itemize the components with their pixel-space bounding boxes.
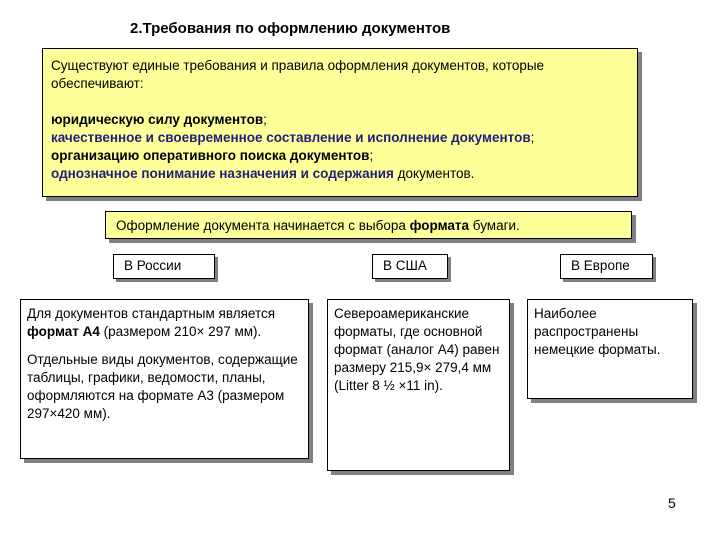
requirement-item (51, 111, 629, 129)
europe-label: В Европе (560, 254, 653, 279)
requirement-item (51, 165, 629, 183)
requirement-suffix: ; (530, 130, 535, 145)
requirement-item (51, 147, 629, 165)
page-title: 2.Требования по оформлению документов (130, 20, 451, 37)
russia-label: В России (113, 254, 215, 279)
russia-column (20, 299, 309, 459)
format-intro-suffix: бумаги. (469, 218, 520, 233)
requirements-list (51, 111, 629, 183)
requirement-item (51, 129, 629, 147)
russia-text-a3: Отдельные виды документов, содержащие таблицы, графики, ведомости, планы, оформляются на формате А3 (размером 297×420 мм). (27, 352, 298, 421)
requirement-suffix: ; (263, 112, 267, 127)
requirements-intro: Существуют единые требования и правила оформления документов, которые обеспечивают: (51, 58, 545, 91)
requirement-text: организацию оперативного поиска документов (51, 148, 370, 163)
requirement-suffix: ; (369, 148, 374, 163)
europe-column: Наиболее распространены немецкие форматы. (527, 299, 693, 399)
format-intro-box (105, 211, 632, 239)
requirement-text: качественное и своевременное составление и исполнение документов (51, 130, 531, 145)
requirement-text: юридическую силу документов (51, 112, 264, 127)
format-intro-text: Оформление документа начинается с выбора (116, 218, 410, 233)
usa-column: Североамериканские форматы, где основной формат (аналог А4) равен размеру 215,9× 279,4 мм (Litter 8 ½ ×11 in). (327, 299, 510, 471)
requirements-box (42, 48, 638, 197)
russia-text-standard: Для документов стандартным является формат А4 (размером 210× 297 мм). (27, 306, 276, 339)
page-number: 5 (668, 495, 676, 511)
requirement-suffix: документов. (393, 166, 475, 181)
format-intro-emphasis: формата (409, 218, 470, 233)
usa-label: В США (372, 254, 448, 279)
requirement-text: однозначное понимание назначения и содержания (51, 166, 394, 181)
